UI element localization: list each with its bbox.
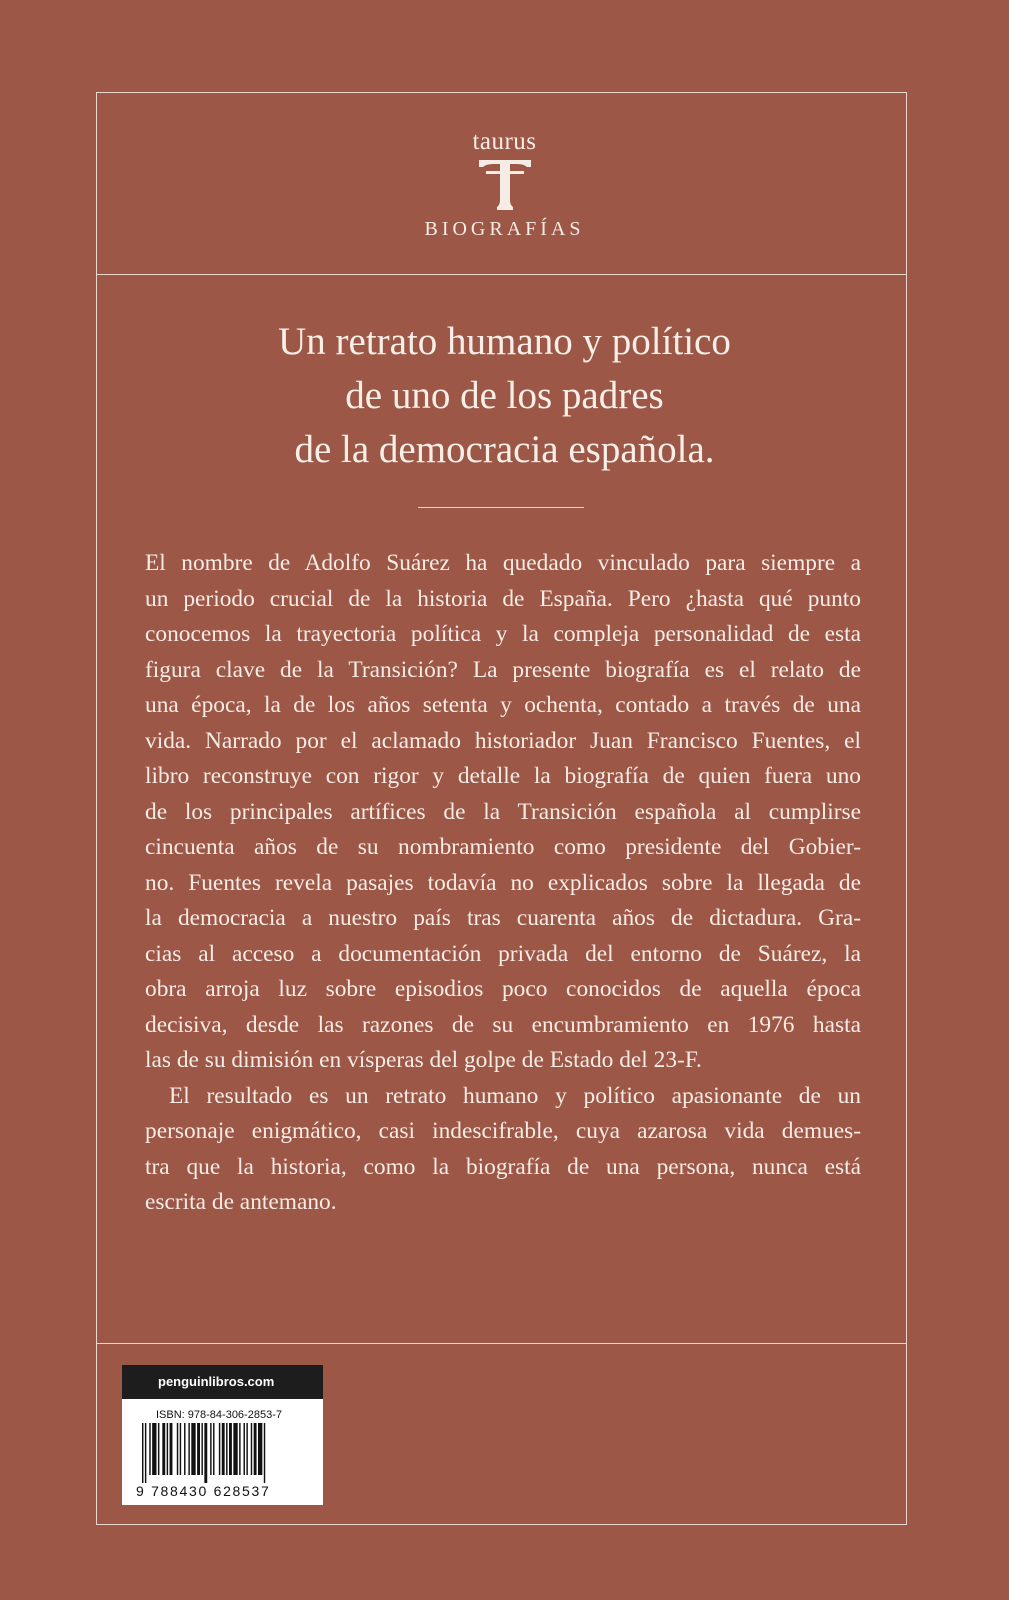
- barcode-bar: [254, 1423, 257, 1475]
- publisher-wordmark: taurus: [472, 128, 537, 155]
- publisher-logo: [0, 128, 1009, 241]
- barcode-bar: [191, 1423, 195, 1475]
- synopsis-line: de los principales artífices de la Transición española al cumplirse: [145, 798, 861, 825]
- synopsis-line: conocemos la trayectoria política y la compleja personalidad de esta: [145, 621, 861, 647]
- synopsis-line: no. Fuentes revela pasajes todavía no explicados sobre la llegada de: [145, 869, 861, 896]
- synopsis-line: libro reconstruye con rigor y detalle la biografía de quien fuera uno: [145, 763, 861, 789]
- isbn-number: ISBN: 978-84-306-2853-7: [156, 1409, 282, 1421]
- barcode-bar: [170, 1423, 173, 1475]
- synopsis-line: vida. Narrado por el aclamado historiador Juan Francisco Fuentes, el: [145, 727, 861, 754]
- synopsis-line: tra que la historia, como la biografía de una persona, nunca está: [145, 1153, 861, 1180]
- headline-line: Un retrato humano y político: [278, 320, 731, 363]
- barcode-bar: [210, 1423, 211, 1475]
- barcode-bar: [244, 1423, 245, 1475]
- header-divider: [96, 274, 907, 275]
- barcode-bar: [213, 1423, 214, 1475]
- footer-divider: [96, 1343, 907, 1344]
- barcode-bar: [222, 1423, 225, 1475]
- barcode-bar: [145, 1423, 146, 1483]
- publisher-website: penguinlibros.com: [122, 1365, 323, 1399]
- barcode-bar: [180, 1423, 181, 1475]
- synopsis-line: cias al acceso a documentación privada del entorno de Suárez, la: [145, 940, 861, 967]
- barcode-bar: [167, 1423, 168, 1475]
- barcode-bar: [239, 1423, 240, 1475]
- barcode-bar: [264, 1423, 265, 1483]
- barcode-bar: [246, 1423, 247, 1475]
- synopsis-line: El resultado es un retrato humano y político apasionante de un: [169, 1082, 861, 1109]
- barcode-bar: [197, 1423, 200, 1475]
- headline-line: de la democracia española.: [294, 428, 715, 471]
- collection-name: BIOGRAFÍAS: [424, 218, 585, 240]
- barcode-bars: [136, 1423, 312, 1483]
- synopsis-line: una época, la de los años setenta y ochenta, contado a través de una: [145, 692, 861, 718]
- synopsis: [145, 546, 861, 1221]
- barcode-bar: [177, 1423, 178, 1475]
- barcode-label: [122, 1365, 323, 1505]
- synopsis-line: la democracia a nuestro país tras cuarenta años de dictadura. Gra-: [145, 905, 861, 931]
- synopsis-line: decisiva, desde las razones de su encumbramiento en 1976 hasta: [145, 1011, 861, 1038]
- barcode-bar: [204, 1423, 207, 1483]
- synopsis-line: El nombre de Adolfo Suárez ha quedado vinculado para siempre a: [145, 550, 861, 576]
- barcode-bar: [251, 1423, 252, 1475]
- barcode-bar: [229, 1423, 232, 1475]
- barcode-bar: [233, 1423, 237, 1475]
- synopsis-line: un periodo crucial de la historia de España. Pero ¿hasta qué punto: [145, 585, 861, 612]
- synopsis-line: cincuenta años de su nombramiento como presidente del Gobier-: [145, 834, 861, 860]
- barcode-bar: [152, 1423, 156, 1475]
- barcode-bar: [188, 1423, 189, 1475]
- synopsis-line: figura clave de la Transición? La presente biografía es el relato de: [145, 656, 861, 683]
- synopsis-line: escrita de antemano.: [145, 1189, 337, 1215]
- barcode-bar: [158, 1423, 159, 1475]
- synopsis-line: personaje enigmático, casi indescifrable, cuya azarosa vida demues-: [145, 1118, 861, 1144]
- barcode-bar: [184, 1423, 185, 1475]
- headline-rule: [418, 507, 584, 508]
- barcode-bar: [162, 1423, 165, 1475]
- synopsis-line: obra arroja luz sobre episodios poco conocidos de aquella época: [145, 976, 861, 1002]
- taurus-t-icon: [477, 158, 533, 212]
- barcode-bar: [258, 1423, 262, 1475]
- barcode-bar: [142, 1423, 143, 1483]
- barcode-bar: [149, 1423, 150, 1475]
- barcode-bar: [226, 1423, 227, 1475]
- headline: [200, 315, 809, 477]
- barcode-bar: [219, 1423, 220, 1475]
- barcode-digits: 9 788430 628537: [136, 1483, 271, 1499]
- synopsis-line: las de su dimisión en vísperas del golpe de Estado del 23-F.: [145, 1047, 702, 1073]
- barcode-bar: [201, 1423, 202, 1475]
- headline-line: de uno de los padres: [345, 374, 664, 417]
